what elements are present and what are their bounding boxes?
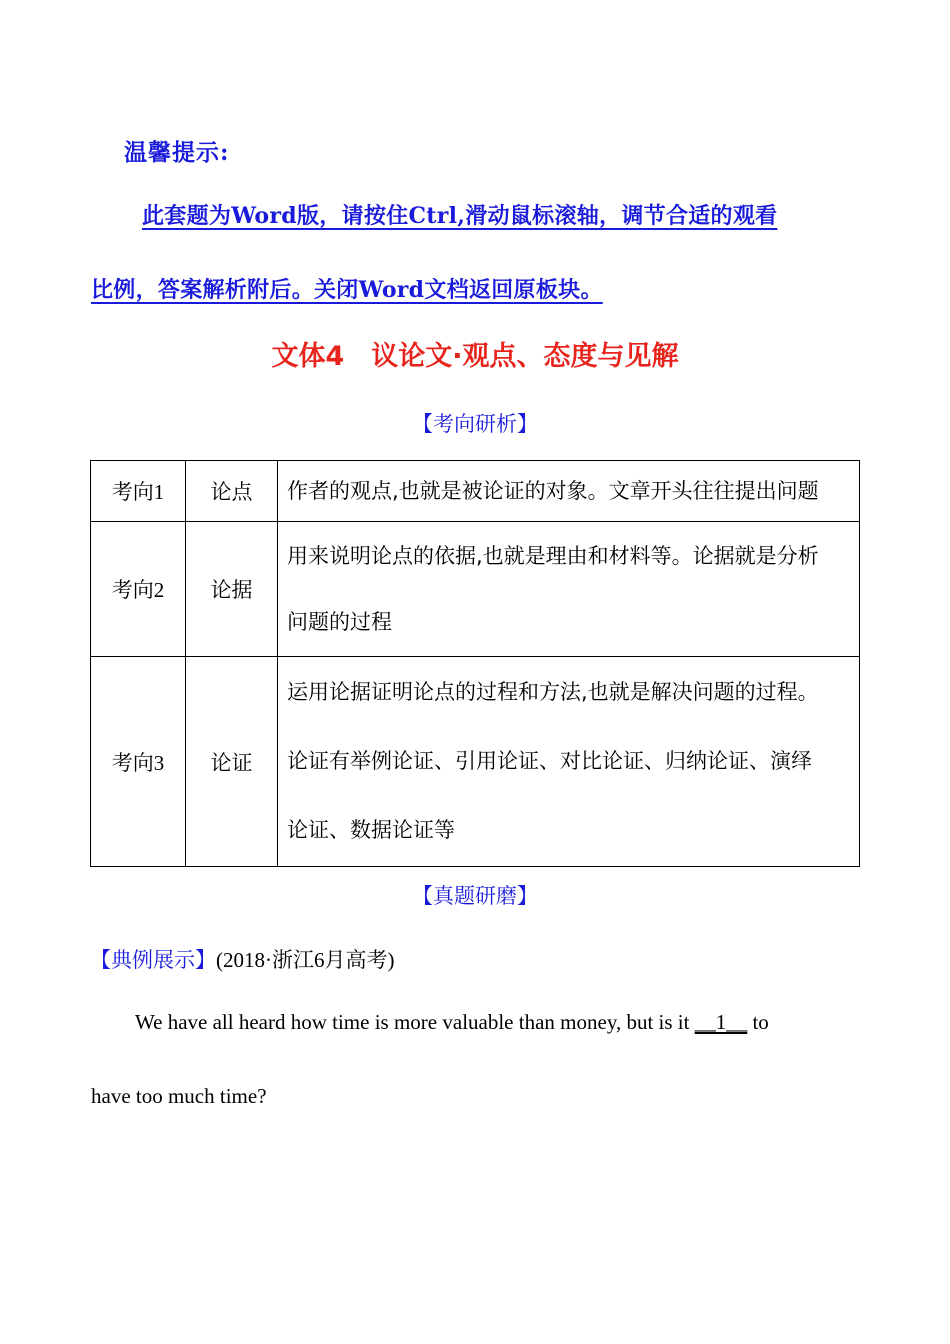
- direction-cell: 考向3: [91, 657, 186, 867]
- direction-table: [90, 460, 860, 867]
- direction-cell: 考向2: [91, 522, 186, 657]
- tip-title: 温馨提示:: [124, 139, 230, 166]
- description-cell: [278, 461, 860, 522]
- direction-cell: 考向1: [91, 461, 186, 522]
- description-line: 论证有举例论证、引用论证、对比论证、归纳论证、演绎: [287, 749, 812, 773]
- passage-text: to: [747, 1010, 769, 1034]
- description-line: 问题的过程: [287, 610, 392, 634]
- tip-line-1: 此套题为Word版，请按住Ctrl,滑动鼠标滚轴，调节合适的观看: [142, 203, 778, 229]
- term-cell: 论证: [186, 657, 278, 867]
- answer-blank[interactable]: __1__: [694, 1010, 748, 1034]
- table-row: [91, 657, 860, 867]
- tip-line-2: 比例，答案解析附后。关闭Word文档返回原板块。: [91, 277, 603, 303]
- example-heading: [90, 944, 394, 974]
- example-label: 【典例展示】: [90, 948, 216, 972]
- description-line: 论证、数据论证等: [287, 818, 455, 842]
- table-row: [91, 522, 860, 657]
- example-source: (2018·浙江6月高考): [216, 948, 395, 972]
- description-line: 运用论据证明论点的过程和方法,也就是解决问题的过程。: [287, 680, 819, 704]
- description-line: 作者的观点,也就是被论证的对象。文章开头往往提出问题: [287, 479, 819, 503]
- term-cell: 论点: [186, 461, 278, 522]
- description-line: 用来说明论点的依据,也就是理由和材料等。论据就是分析: [287, 544, 819, 568]
- term-cell: 论据: [186, 522, 278, 657]
- passage-line-2: have too much time?: [91, 1084, 267, 1108]
- section-heading-practice: 【真题研磨】: [412, 884, 538, 908]
- description-cell: [278, 522, 860, 657]
- table-row: [91, 461, 860, 522]
- section-heading-analysis: 【考向研析】: [412, 412, 538, 436]
- passage-line-1: [135, 1010, 769, 1035]
- document-title: 文体4 议论文·观点、态度与见解: [271, 341, 679, 372]
- description-cell: [278, 657, 860, 867]
- passage-text: We have all heard how time is more valuable than money, but is it: [135, 1010, 695, 1034]
